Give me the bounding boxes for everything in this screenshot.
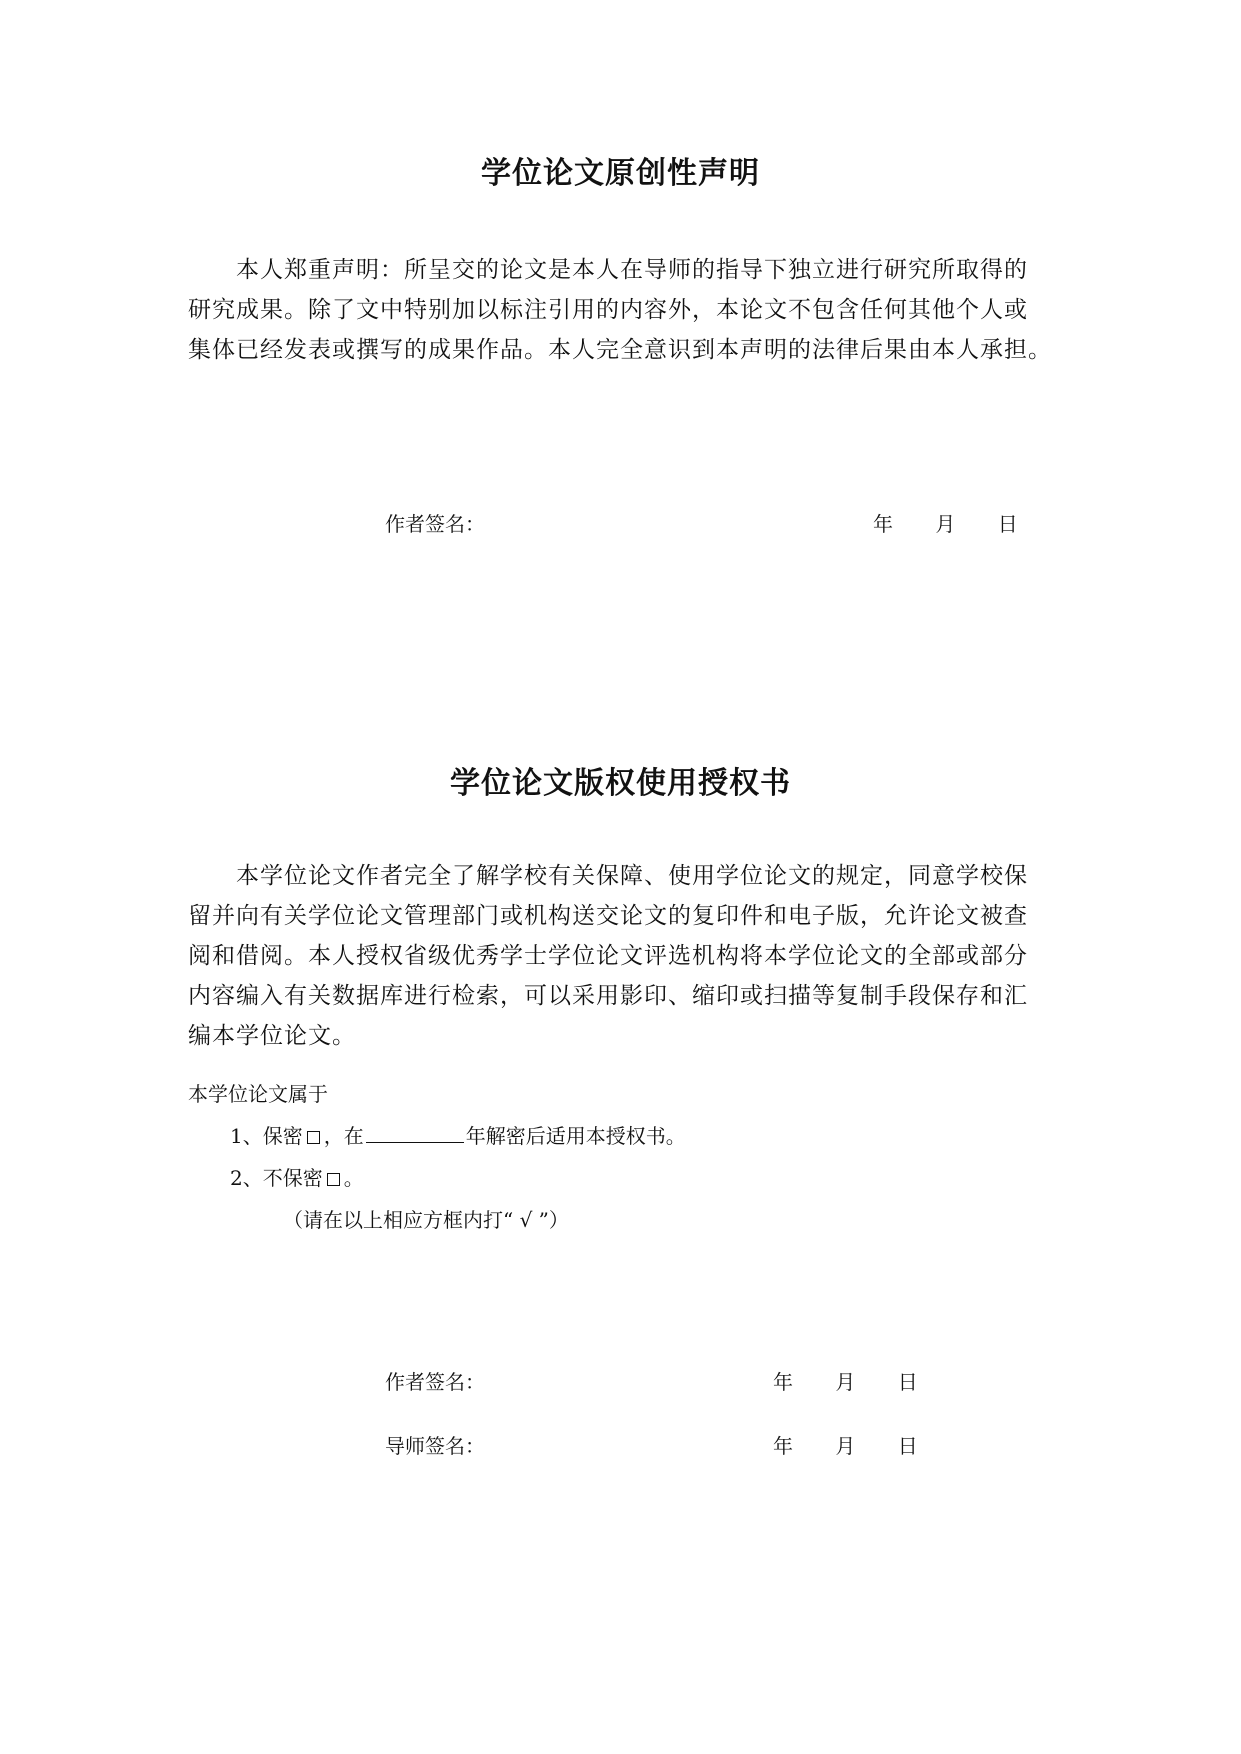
copyright-authorization-title: 学位论文版权使用授权书	[450, 766, 791, 801]
option-confidential-label: 1、保密	[230, 1124, 303, 1148]
confidential-checkbox[interactable]	[307, 1131, 320, 1144]
copyright-authorization-text	[188, 856, 1058, 1056]
author-signature-label: 作者签名：	[385, 512, 485, 536]
date-month: 月	[835, 1434, 856, 1458]
option-not-confidential	[230, 1162, 364, 1191]
author-signature-date	[773, 1366, 918, 1395]
checkbox-instruction-note: （请在以上相应方框内打“ √ ”）	[283, 1208, 569, 1232]
date-day: 日	[997, 512, 1018, 536]
date-month: 月	[935, 512, 956, 536]
paragraph-line: 内容编入有关数据库进行检索，可以采用影印、缩印或扫描等复制手段保存和汇	[188, 983, 1028, 1009]
date-month: 月	[835, 1370, 856, 1394]
advisor-signature-label: 导师签名：	[385, 1434, 485, 1458]
date-year: 年	[873, 512, 893, 536]
option-not-confidential-label: 2、不保密	[230, 1166, 323, 1190]
option-confidential	[230, 1120, 686, 1149]
paragraph-line: 编本学位论文。	[188, 1023, 356, 1049]
paragraph-line: 本学位论文作者完全了解学校有关保障、使用学位论文的规定，同意学校保	[236, 863, 1028, 889]
date-day: 日	[897, 1370, 918, 1394]
paragraph-line: 集体已经发表或撰写的成果作品。本人完全意识到本声明的法律后果由本人承担。	[188, 337, 1052, 363]
not-confidential-checkbox[interactable]	[327, 1173, 340, 1186]
advisor-signature-date	[773, 1430, 918, 1459]
thesis-belongs-label: 本学位论文属于	[188, 1082, 328, 1106]
paragraph-line: 留并向有关学位论文管理部门或机构送交论文的复印件和电子版，允许论文被查	[188, 903, 1028, 929]
originality-declaration-title: 学位论文原创性声明	[481, 156, 760, 191]
declassify-years-blank[interactable]	[366, 1124, 464, 1143]
date-day: 日	[897, 1434, 918, 1458]
option-confidential-suffix: 年解密后适用本授权书。	[465, 1124, 686, 1148]
paragraph-line: 研究成果。除了文中特别加以标注引用的内容外，本论文不包含任何其他个人或	[188, 297, 1028, 323]
option-confidential-middle: ，在	[323, 1124, 364, 1148]
option-not-confidential-suffix: 。	[343, 1166, 364, 1190]
paragraph-line: 本人郑重声明：所呈交的论文是本人在导师的指导下独立进行研究所取得的	[236, 257, 1028, 283]
originality-declaration-text	[188, 250, 1058, 370]
paragraph-line: 阅和借阅。本人授权省级优秀学士学位论文评选机构将本学位论文的全部或部分	[188, 943, 1028, 969]
date-year: 年	[773, 1370, 793, 1394]
date-year: 年	[773, 1434, 793, 1458]
signature-date	[873, 508, 1018, 537]
author-signature-label-2: 作者签名：	[385, 1370, 485, 1394]
